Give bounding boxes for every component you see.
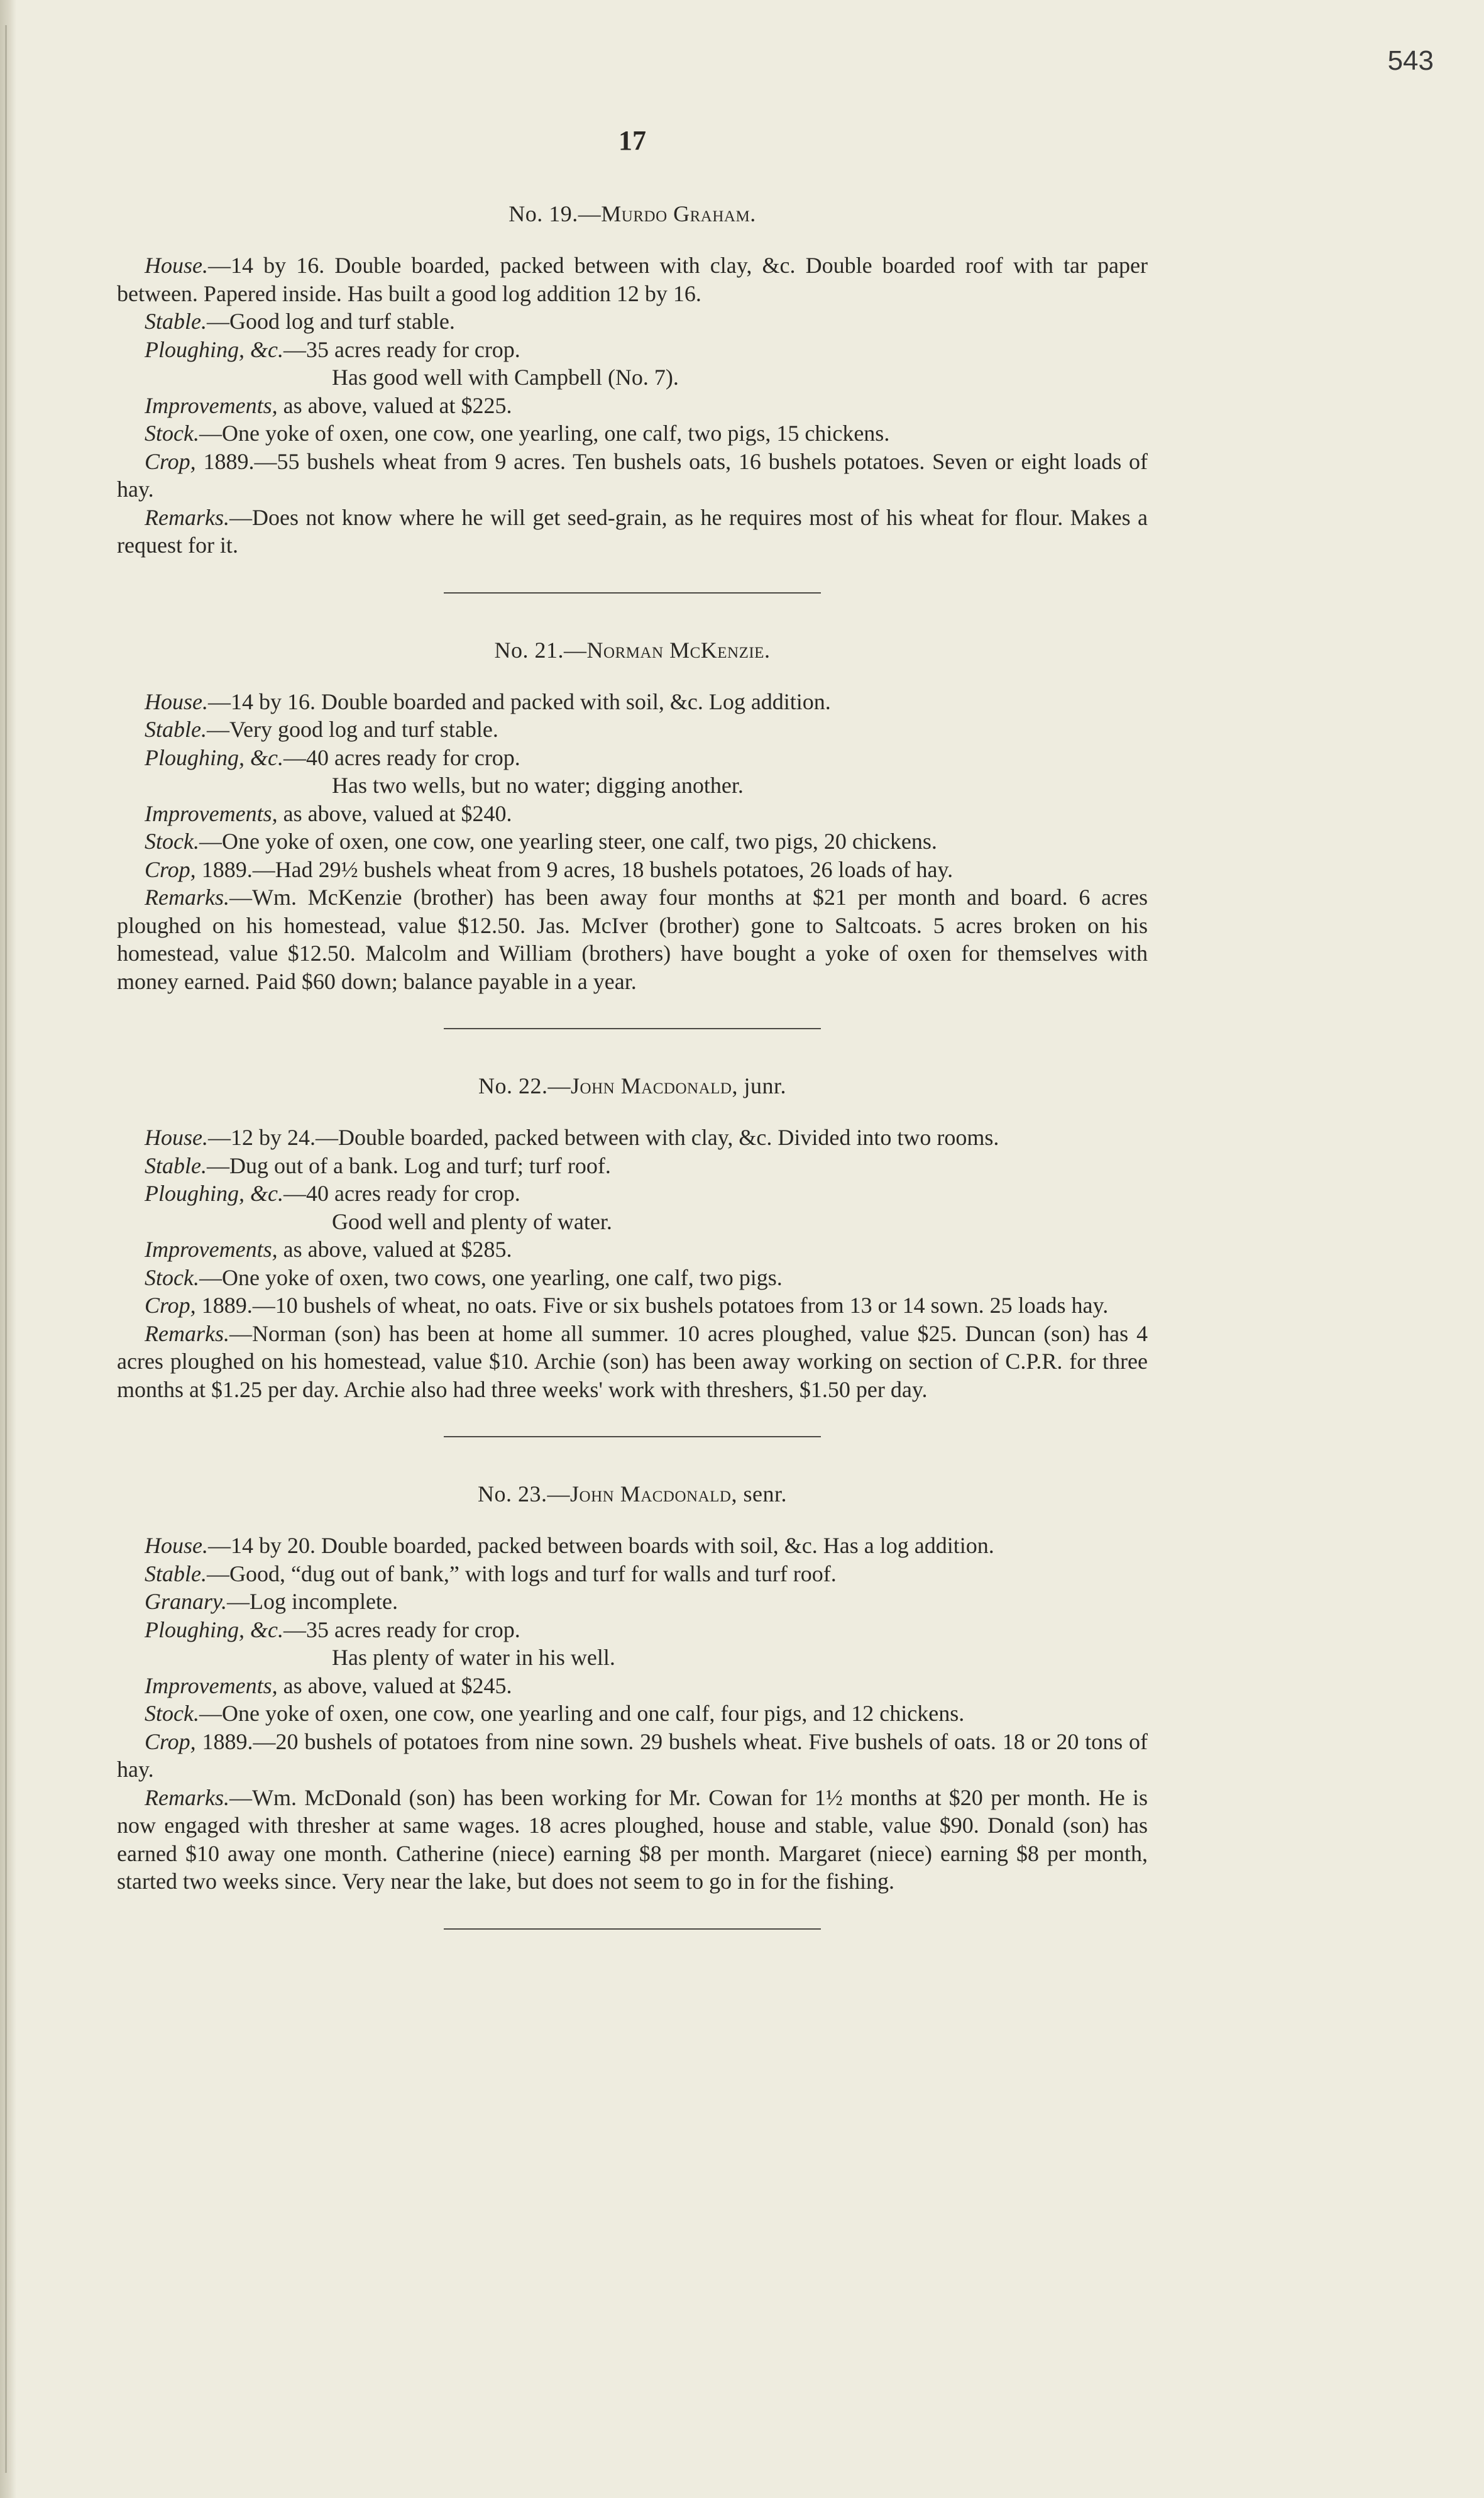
paragraph-text: —Good, “dug out of bank,” with logs and turf for walls and turf roof.: [206, 1561, 837, 1586]
paragraph-text: as above, valued at $245.: [277, 1672, 512, 1698]
paragraph-label: Remarks.: [145, 1784, 229, 1810]
paragraph-text: 1889.—Had 29½ bushels wheat from 9 acres, 18 bushels potatoes, 26 loads of hay.: [195, 856, 954, 882]
paragraph-label: Crop,: [145, 1293, 196, 1318]
paragraph-text: —14 by 16. Double boarded and packed with soil, &c. Log addition.: [208, 688, 831, 714]
section-divider: [444, 592, 821, 594]
paragraph-label: Improvements,: [145, 800, 278, 826]
entry-note: [117, 771, 1148, 800]
paragraph-label: Remarks.: [145, 885, 229, 910]
entry-note: [117, 363, 1148, 392]
paragraph-label: Stock.: [145, 421, 199, 446]
paragraph-label: Remarks.: [145, 504, 229, 530]
entry-paragraph: [117, 1616, 1148, 1644]
paragraph-text: 1889.—55 bushels wheat from 9 acres. Ten bushels oats, 16 bushels potatoes. Seven or eight loads of hay.: [117, 448, 1148, 502]
entry-name: Norman McKenzie.: [586, 637, 771, 663]
entry-paragraph: [117, 856, 1148, 884]
paragraph-label: Crop,: [145, 856, 196, 882]
paragraph-label: Stable.: [145, 1561, 207, 1586]
book-binding-edge: [0, 0, 16, 2498]
paragraph-text: —Very good log and turf stable.: [206, 717, 498, 742]
entry-number: No. 21.—: [494, 637, 587, 663]
entry-paragraph: [117, 336, 1148, 364]
entry-paragraph: [117, 744, 1148, 772]
entry-paragraph: [117, 1235, 1148, 1264]
entry-paragraph: [117, 1264, 1148, 1292]
entry-paragraph: [117, 883, 1148, 995]
entry-paragraph: [117, 800, 1148, 828]
entry-paragraph: [117, 1291, 1148, 1320]
paragraph-label: Stable.: [145, 309, 207, 334]
page-number: 17: [618, 125, 646, 156]
entry-title: [117, 200, 1148, 228]
paragraph-text: —One yoke of oxen, two cows, one yearling, one calf, two pigs.: [199, 1264, 783, 1290]
paragraph-text: —One yoke of oxen, one cow, one yearling, one calf, two pigs, 15 chickens.: [199, 421, 890, 446]
paragraph-label: Stable.: [145, 717, 207, 742]
paragraph-text: —40 acres ready for crop.: [283, 1181, 520, 1206]
paragraph-text: —40 acres ready for crop.: [283, 744, 520, 770]
entry-name-suffix: junr.: [737, 1073, 786, 1098]
paragraph-label: Ploughing, &c.: [145, 744, 283, 770]
paragraph-label: Improvements,: [145, 1237, 278, 1262]
entry-paragraph: [117, 1672, 1148, 1700]
entry-paragraph: [117, 1124, 1148, 1152]
paragraph-text: —35 acres ready for crop.: [283, 336, 520, 362]
entry-paragraph: [117, 716, 1148, 744]
entry-note: [117, 1208, 1148, 1236]
paragraph-label: House.: [145, 253, 208, 278]
entry-paragraph: [117, 1784, 1148, 1896]
entry-paragraph: [117, 419, 1148, 448]
entry-paragraph: [117, 1320, 1148, 1404]
entry-paragraph: [117, 504, 1148, 560]
entry: [117, 636, 1148, 1030]
paragraph-label: Improvements,: [145, 392, 278, 418]
entry-paragraph: [117, 392, 1148, 420]
paragraph-text: Has plenty of water in his well.: [332, 1645, 615, 1670]
paragraph-text: —14 by 16. Double boarded, packed between with clay, &c. Double boarded roof with tar paper between. Papered inside. Has built a good log addition 12 by 16.: [117, 253, 1148, 306]
paragraph-text: —Does not know where he will get seed-grain, as he requires most of his wheat for flour. Makes a request for it.: [117, 504, 1148, 558]
entry-paragraph: [117, 251, 1148, 307]
paragraph-label: Improvements,: [145, 1672, 278, 1698]
entry: [117, 1480, 1148, 1930]
section-divider: [444, 1928, 821, 1930]
entry-paragraph: [117, 1152, 1148, 1180]
binding-line: [5, 25, 7, 2473]
entry-paragraph: [117, 1532, 1148, 1560]
paragraph-text: —Wm. McDonald (son) has been working for Mr. Cowan for 1½ months at $20 per month. He is now engaged with thresher at same wages. 18 acres ploughed, house and stable, value $90. Donald (son) has earned $10 away one month. Catherine (niece) earning $8 per month. Margaret (niece) earning $8 per month, started two weeks since. Very near the lake, but does not seem to go in for the fishing.: [117, 1784, 1148, 1894]
paragraph-text: —14 by 20. Double boarded, packed between boards with soil, &c. Has a log addition.: [208, 1533, 994, 1558]
paragraph-text: —Good log and turf stable.: [206, 309, 455, 334]
paragraph-text: —Norman (son) has been at home all summer. 10 acres ploughed, value $25. Duncan (son) has 4 acres ploughed on his homestead, value $10. Archie (son) has been away working on section of C.P.R. for three months at $1.25 per day. Archie also had three weeks' work with threshers, $1.50 per day.: [117, 1320, 1148, 1402]
paragraph-text: as above, valued at $240.: [277, 800, 512, 826]
entry-title: [117, 1480, 1148, 1508]
paragraph-label: Stock.: [145, 1701, 199, 1726]
paragraph-label: Remarks.: [145, 1320, 229, 1346]
paragraph-text: —One yoke of oxen, one cow, one yearling steer, one calf, two pigs, 20 chickens.: [199, 829, 937, 854]
entry-name-suffix: senr.: [737, 1481, 787, 1506]
entries-list: [117, 200, 1148, 1972]
entry-name: Murdo Graham.: [601, 201, 756, 226]
paragraph-text: Good well and plenty of water.: [332, 1208, 612, 1234]
paragraph-label: Granary.: [145, 1589, 228, 1614]
entry-title: [117, 1072, 1148, 1100]
paragraph-label: Ploughing, &c.: [145, 1617, 283, 1642]
entry-name: John Macdonald,: [571, 1073, 738, 1098]
paragraph-text: 1889.—10 bushels of wheat, no oats. Five or six bushels potatoes from 13 or 14 sown. 25 loads hay.: [195, 1293, 1109, 1318]
entry-paragraph: [117, 827, 1148, 856]
paragraph-label: Stable.: [145, 1152, 207, 1178]
entry-note: [117, 1644, 1148, 1672]
entry: [117, 1072, 1148, 1437]
entry-paragraph: [117, 1560, 1148, 1588]
paragraph-label: Ploughing, &c.: [145, 1181, 283, 1206]
paragraph-label: House.: [145, 1533, 208, 1558]
paragraph-label: Ploughing, &c.: [145, 336, 283, 362]
paragraph-text: —12 by 24.—Double boarded, packed between with clay, &c. Divided into two rooms.: [208, 1125, 999, 1150]
paragraph-label: House.: [145, 1125, 208, 1150]
paragraph-text: —35 acres ready for crop.: [283, 1617, 520, 1642]
paragraph-text: Has good well with Campbell (No. 7).: [332, 365, 679, 390]
paragraph-text: —Wm. McKenzie (brother) has been away four months at $21 per month and board. 6 acres ploughed on his homestead, value $12.50. Jas. McIver (brother) gone to Saltcoats. 5 acres broken on his homestead, value $12.50. Malcolm and William (brothers) have bought a yoke of oxen for themselves with money earned. Paid $60 down; balance payable in a year.: [117, 885, 1148, 994]
section-divider: [444, 1028, 821, 1029]
paragraph-text: 1889.—20 bushels of potatoes from nine sown. 29 bushels wheat. Five bushels of oats. 18 or 20 tons of hay.: [117, 1728, 1148, 1782]
paragraph-text: —Log incomplete.: [227, 1589, 398, 1614]
entry-paragraph: [117, 688, 1148, 716]
paragraph-label: Crop,: [145, 1728, 196, 1754]
entry-paragraph: [117, 1180, 1148, 1208]
entry-paragraph: [117, 1588, 1148, 1616]
entry: [117, 200, 1148, 594]
paragraph-label: House.: [145, 688, 208, 714]
paragraph-text: as above, valued at $285.: [277, 1237, 512, 1262]
entry-number: No. 19.—: [508, 201, 602, 226]
entry-title: [117, 636, 1148, 664]
entry-paragraph: [117, 448, 1148, 504]
paragraph-text: —Dug out of a bank. Log and turf; turf roof.: [206, 1152, 611, 1178]
paragraph-text: —One yoke of oxen, one cow, one yearling and one calf, four pigs, and 12 chickens.: [199, 1701, 965, 1726]
section-divider: [444, 1436, 821, 1437]
paragraph-text: as above, valued at $225.: [277, 392, 512, 418]
paragraph-label: Crop,: [145, 448, 196, 474]
paragraph-label: Stock.: [145, 829, 199, 854]
paragraph-text: Has two wells, but no water; digging another.: [332, 773, 744, 798]
entry-number: No. 23.—: [478, 1481, 571, 1506]
stamped-page-number: 543: [1387, 45, 1434, 76]
entry-paragraph: [117, 1728, 1148, 1784]
entry-name: John Macdonald,: [570, 1481, 737, 1506]
entry-paragraph: [117, 307, 1148, 336]
entry-number: No. 22.—: [478, 1073, 571, 1098]
paragraph-label: Stock.: [145, 1264, 199, 1290]
entry-paragraph: [117, 1699, 1148, 1728]
